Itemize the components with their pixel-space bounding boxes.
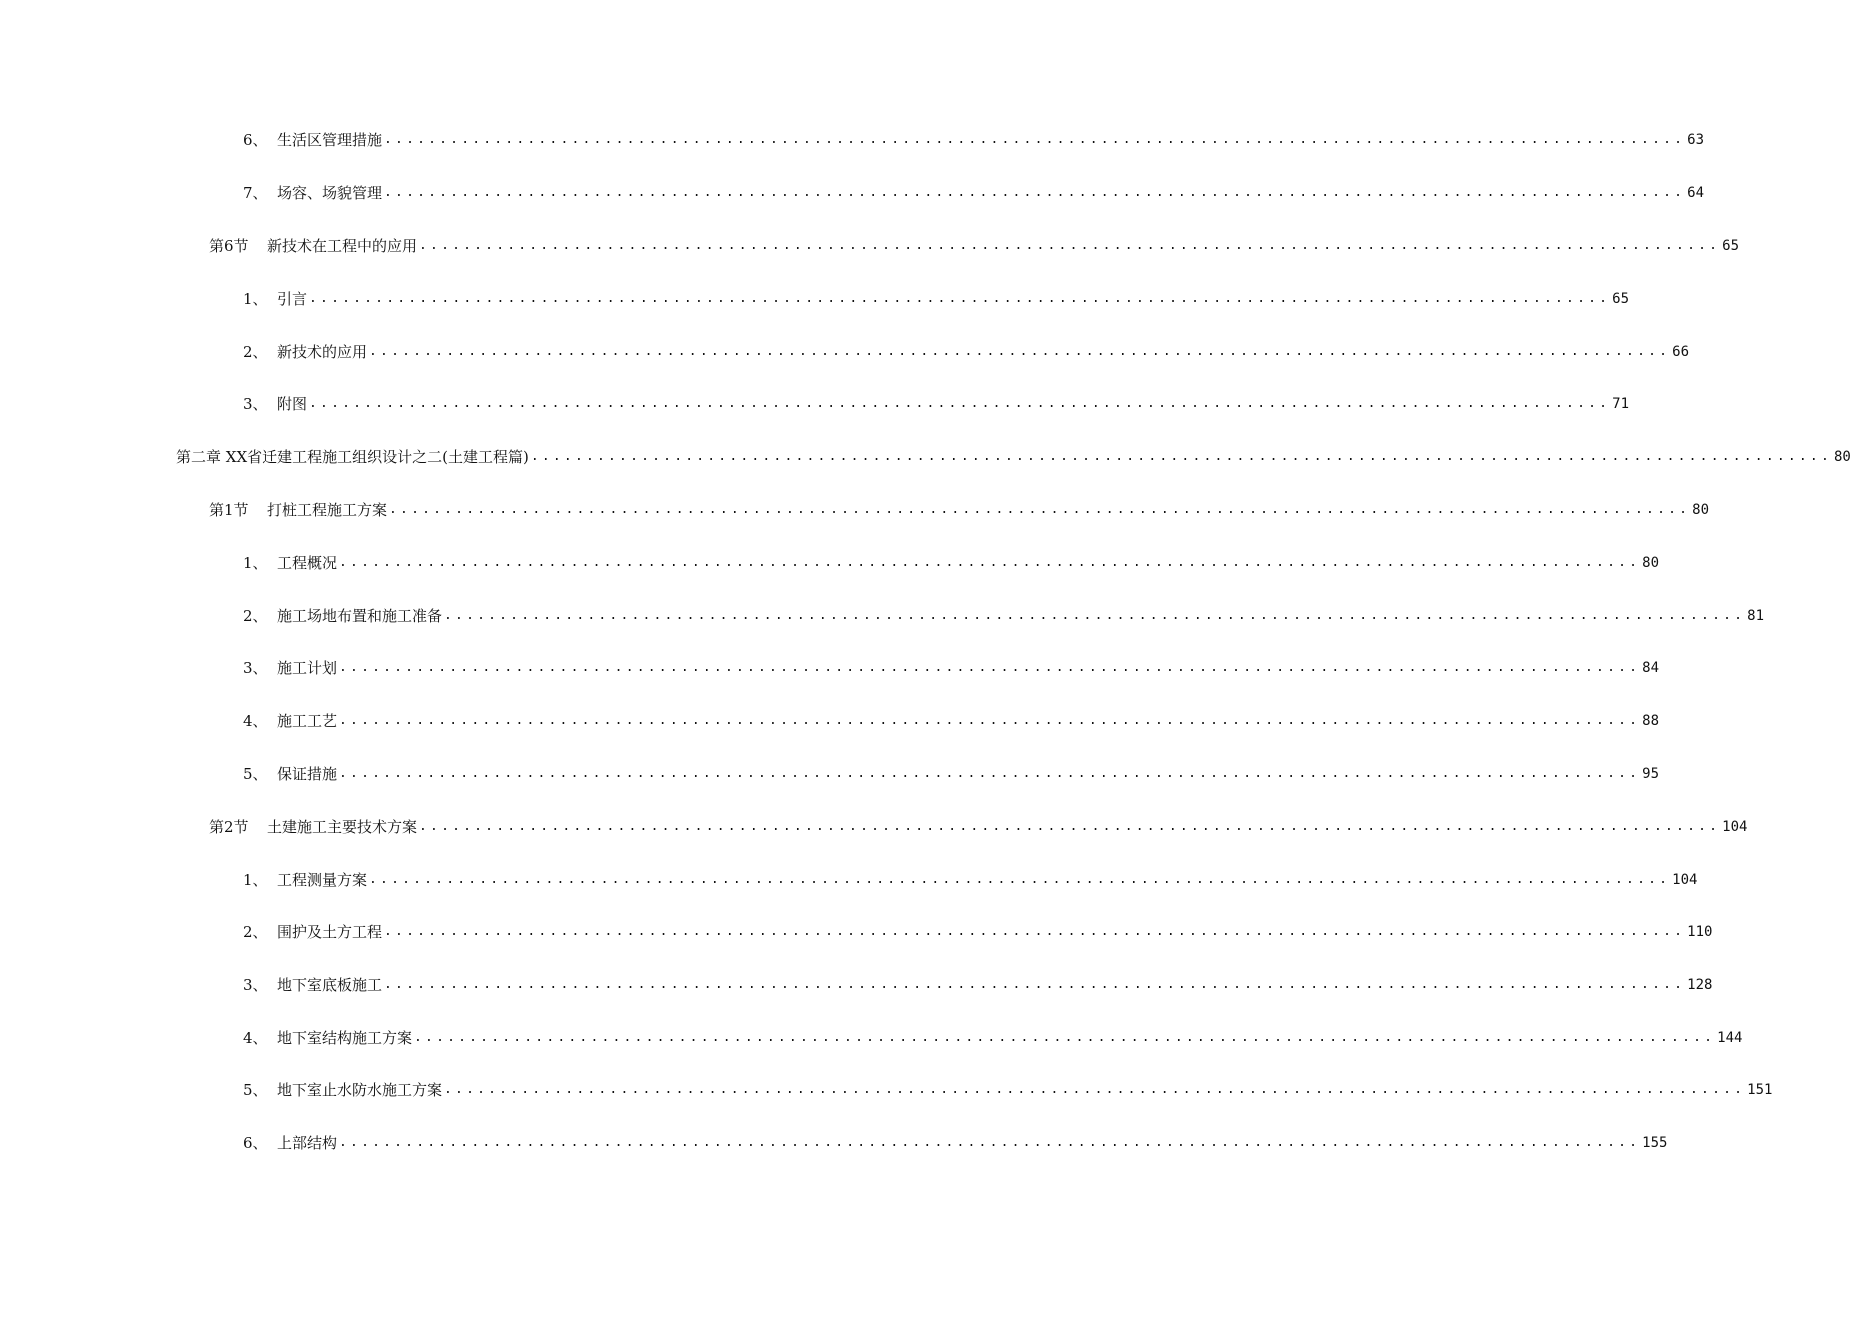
dot-leader: ...................................................................................................................... <box>369 872 1671 887</box>
toc-entry-number: 4、 <box>243 1029 268 1047</box>
toc-entry-page: 71 <box>1612 396 1630 412</box>
toc-entry[interactable] <box>243 602 1765 626</box>
toc-entry[interactable] <box>243 1129 1668 1153</box>
toc-entry-number: 5、 <box>243 1081 268 1099</box>
toc-entry[interactable] <box>243 654 1660 678</box>
toc-entry-page: 110 <box>1687 924 1713 940</box>
toc-entry-page: 155 <box>1642 1135 1668 1151</box>
toc-entry-number: 6、 <box>243 1134 268 1152</box>
dot-leader: ...................................................................................................................... <box>369 344 1671 359</box>
toc-entry-title: 工程测量方案 <box>277 871 368 889</box>
toc-entry-number: 2、 <box>243 607 268 625</box>
dot-leader: ...................................................................................................................... <box>384 924 1686 939</box>
toc-entry-page: 88 <box>1642 713 1660 729</box>
dot-leader: ...................................................................................................................... <box>414 1030 1716 1045</box>
toc-entry-page: 66 <box>1672 344 1690 360</box>
toc-entry[interactable] <box>243 126 1705 150</box>
toc-entry-title: 引言 <box>277 290 308 308</box>
toc-entry-page: 104 <box>1672 872 1698 888</box>
toc-entry-title: 地下室结构施工方案 <box>277 1029 413 1047</box>
toc-entry-number: 3、 <box>243 395 268 413</box>
dot-leader: ...................................................................................................................... <box>419 238 1721 253</box>
toc-entry-page: 84 <box>1642 660 1660 676</box>
toc-entry-number: 1、 <box>243 290 268 308</box>
toc-entry-page: 81 <box>1747 608 1765 624</box>
toc-entry-number: 4、 <box>243 712 268 730</box>
dot-leader: ...................................................................................................................... <box>384 185 1686 200</box>
toc-entry[interactable] <box>243 338 1690 362</box>
toc-entry-page: 144 <box>1717 1030 1743 1046</box>
toc-entry-title: 地下室底板施工 <box>277 976 383 994</box>
toc-entry[interactable] <box>243 285 1630 309</box>
toc-entry[interactable] <box>243 760 1660 784</box>
dot-leader: ...................................................................................................................... <box>530 449 1832 464</box>
toc-entry-page: 128 <box>1687 977 1713 993</box>
toc-entry-title: 新技术在工程中的应用 <box>267 237 418 255</box>
toc-entry-page: 65 <box>1722 238 1740 254</box>
toc-entry-number: 5、 <box>243 765 268 783</box>
toc-entry-page: 80 <box>1834 449 1851 465</box>
toc-entry-number: 6、 <box>243 131 268 149</box>
toc-entry-page: 95 <box>1642 766 1660 782</box>
toc-entry-page: 80 <box>1642 555 1660 571</box>
toc-entry-page: 151 <box>1747 1082 1773 1098</box>
toc-entry-title: 地下室止水防水施工方案 <box>277 1081 443 1099</box>
toc-entry[interactable] <box>209 232 1740 256</box>
toc-entry-page: 104 <box>1722 819 1748 835</box>
toc-entry[interactable] <box>243 390 1630 414</box>
dot-leader: ...................................................................................................................... <box>309 396 1611 411</box>
toc-entry[interactable] <box>243 971 1713 995</box>
toc-entry-title: 土建施工主要技术方案 <box>267 818 418 836</box>
toc-entry-number: 第1节 <box>209 501 249 519</box>
toc-entry[interactable] <box>243 1076 1773 1100</box>
toc-entry[interactable] <box>209 813 1748 837</box>
toc-entry[interactable] <box>209 496 1710 520</box>
toc-entry-number: 1、 <box>243 554 268 572</box>
toc-entry[interactable] <box>243 549 1660 573</box>
toc-entry-number: 2、 <box>243 923 268 941</box>
toc-entry-title: 新技术的应用 <box>277 343 368 361</box>
dot-leader: ...................................................................................................................... <box>339 555 1641 570</box>
toc-entry-number: 第2节 <box>209 818 249 836</box>
dot-leader: ...................................................................................................................... <box>339 1135 1641 1150</box>
toc-entry-title: 附图 <box>277 395 308 413</box>
toc-entry-title: 打桩工程施工方案 <box>267 501 388 519</box>
toc-entry-number: 3、 <box>243 659 268 677</box>
toc-entry-chapter[interactable] <box>176 443 1851 467</box>
dot-leader: ...................................................................................................................... <box>339 766 1641 781</box>
toc-entry-number: 7、 <box>243 184 268 202</box>
toc-entry-title: 工程概况 <box>277 554 338 572</box>
dot-leader: ...................................................................................................................... <box>384 977 1686 992</box>
toc-entry-title: 围护及土方工程 <box>277 923 383 941</box>
toc-entry[interactable] <box>243 1024 1743 1048</box>
dot-leader: ...................................................................................................................... <box>444 608 1746 623</box>
toc-entry[interactable] <box>243 179 1705 203</box>
dot-leader: ...................................................................................................................... <box>384 132 1686 147</box>
dot-leader: ...................................................................................................................... <box>444 1082 1746 1097</box>
toc-entry-page: 63 <box>1687 132 1705 148</box>
dot-leader: ...................................................................................................................... <box>419 819 1721 834</box>
dot-leader: ...................................................................................................................... <box>389 502 1691 517</box>
toc-entry-page: 80 <box>1692 502 1710 518</box>
toc-entry-title: 施工场地布置和施工准备 <box>277 607 443 625</box>
toc-entry-page: 65 <box>1612 291 1630 307</box>
dot-leader: ...................................................................................................................... <box>339 713 1641 728</box>
toc-entry[interactable] <box>243 918 1713 942</box>
toc-entry[interactable] <box>243 866 1698 890</box>
toc-entry-title: 施工计划 <box>277 659 338 677</box>
toc-entry[interactable] <box>243 707 1660 731</box>
toc-entry-page: 64 <box>1687 185 1705 201</box>
toc-entry-number: 第6节 <box>209 237 249 255</box>
toc-entry-title: 施工工艺 <box>277 712 338 730</box>
toc-entry-title: 第二章 XX省迁建工程施工组织设计之二(土建工程篇) <box>176 448 529 466</box>
toc-entry-number: 1、 <box>243 871 268 889</box>
dot-leader: ...................................................................................................................... <box>309 291 1611 306</box>
toc-entry-number: 3、 <box>243 976 268 994</box>
toc-entry-title: 场容、场貌管理 <box>277 184 383 202</box>
toc-entry-title: 生活区管理措施 <box>277 131 383 149</box>
toc-entry-title: 保证措施 <box>277 765 338 783</box>
toc-entry-number: 2、 <box>243 343 268 361</box>
toc-entry-title: 上部结构 <box>277 1134 338 1152</box>
dot-leader: ...................................................................................................................... <box>339 660 1641 675</box>
